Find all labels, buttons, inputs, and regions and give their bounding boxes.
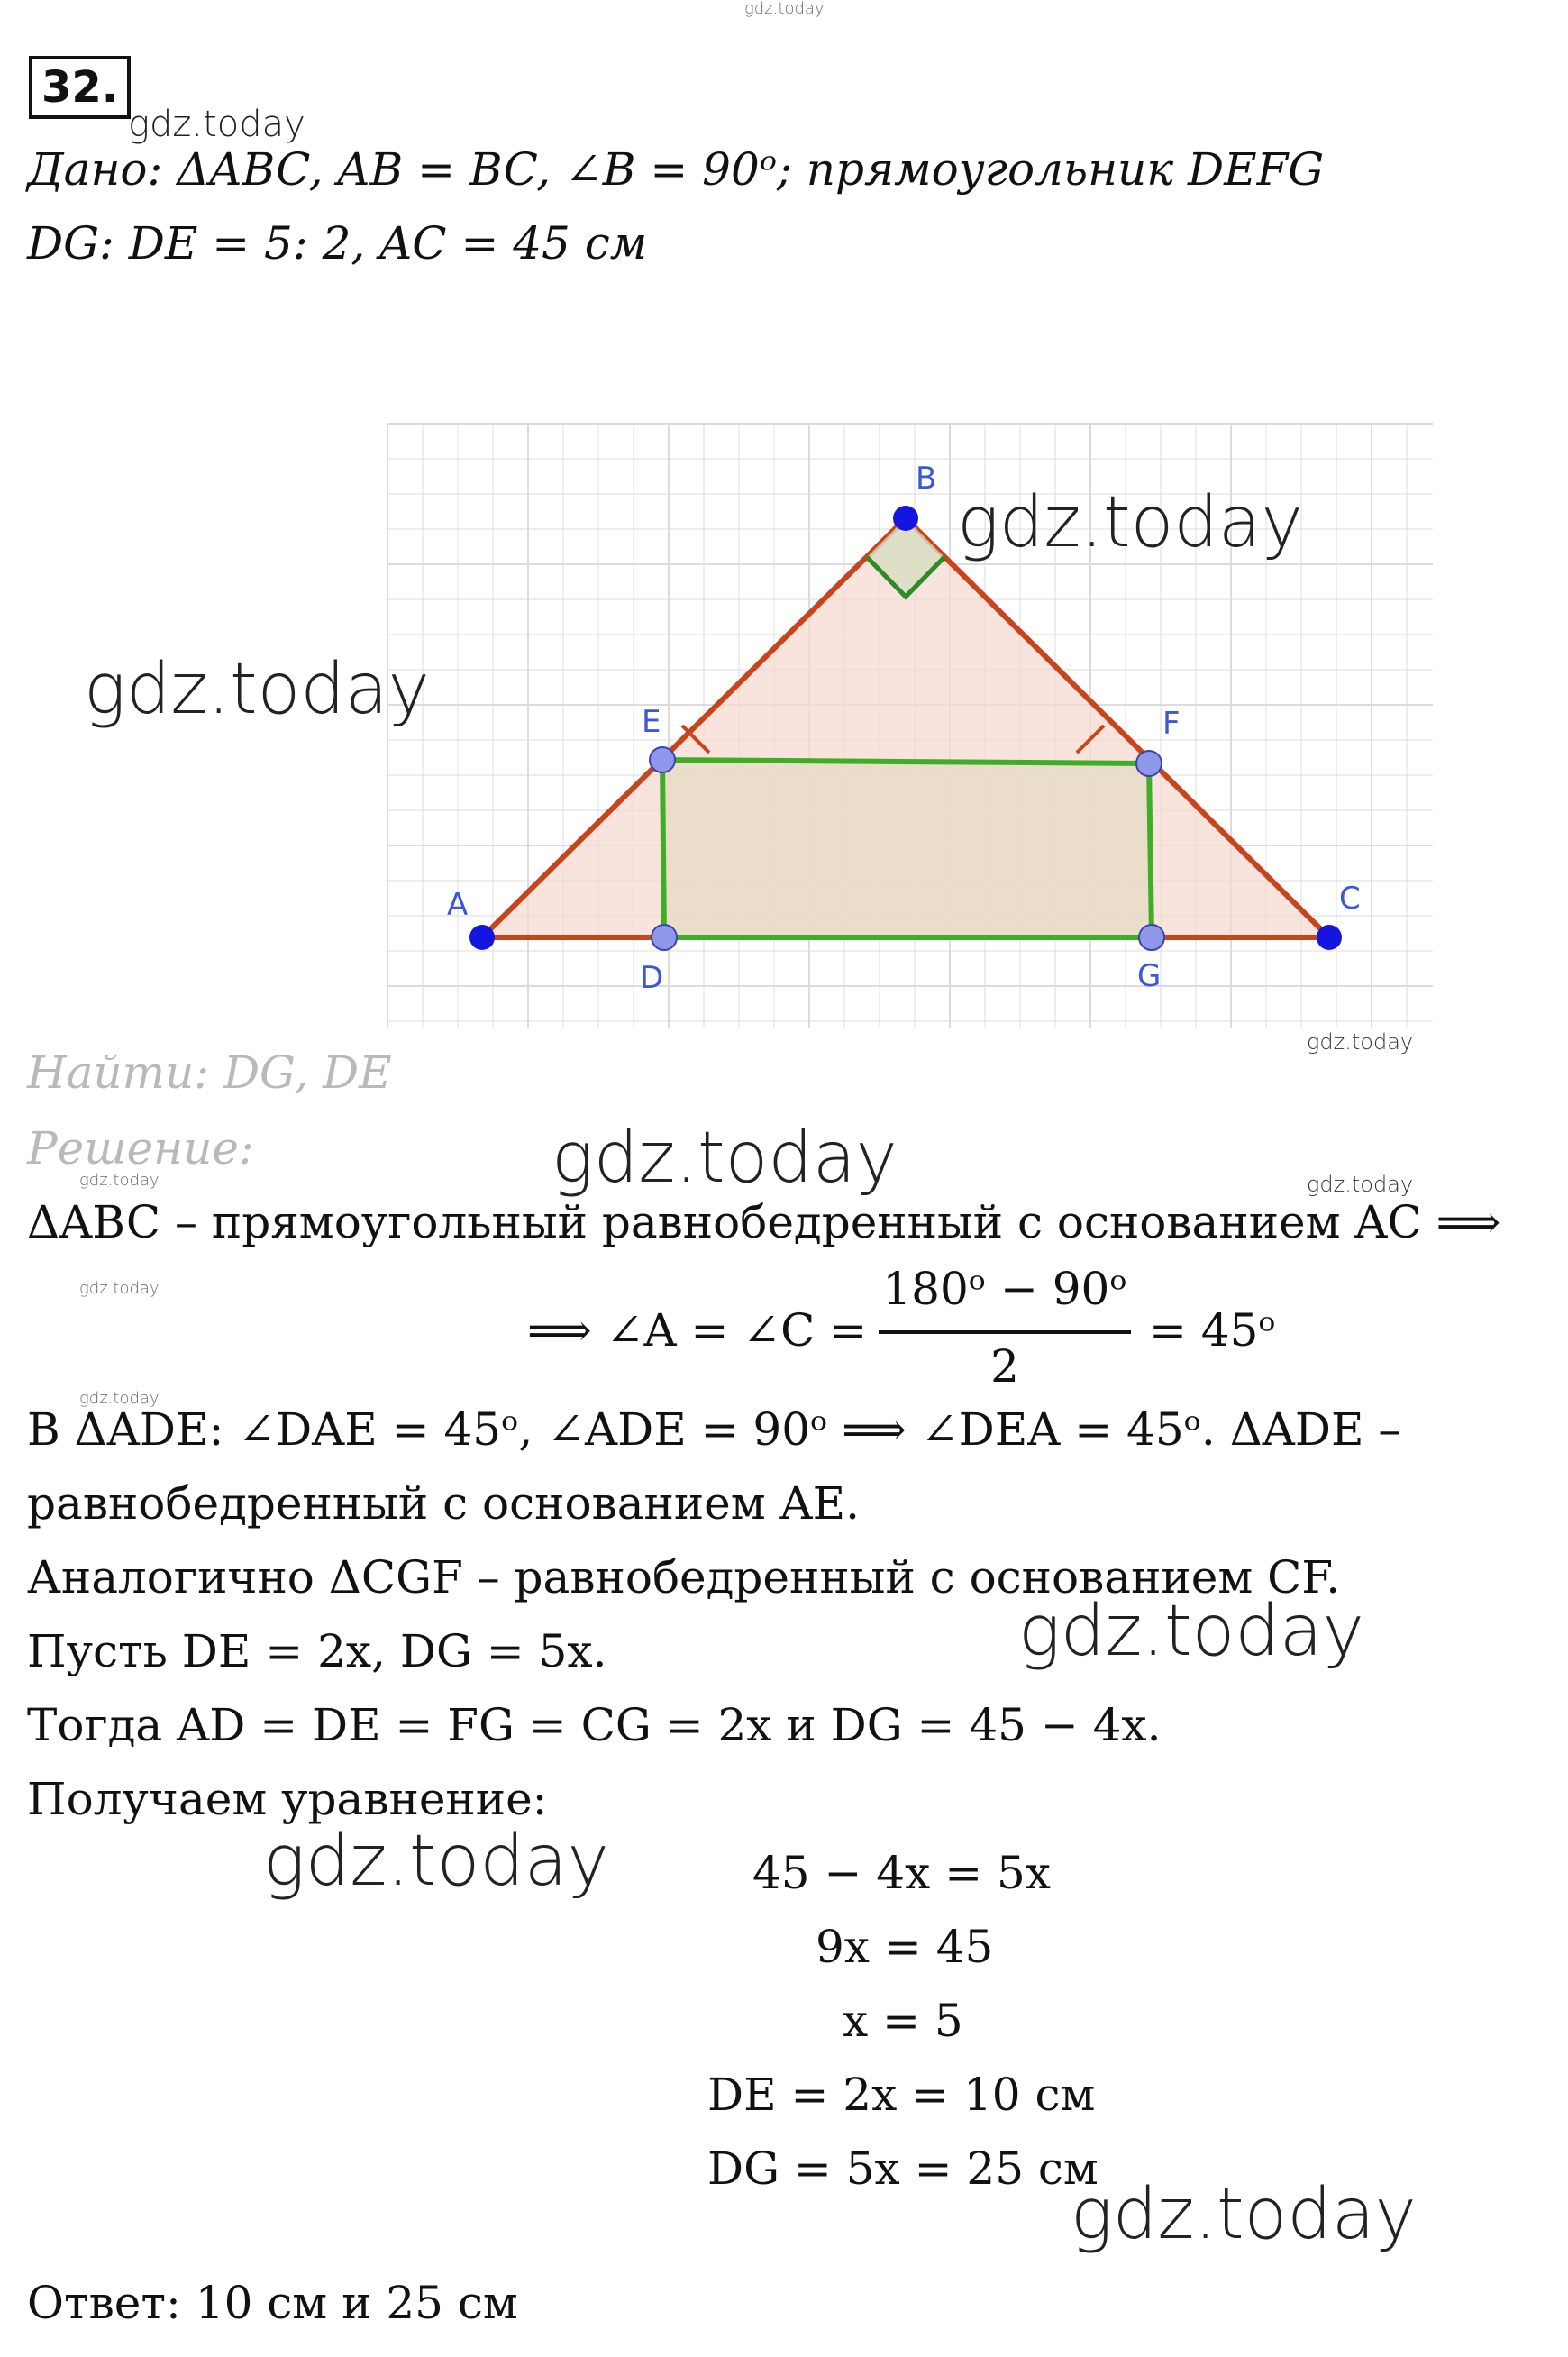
watermark-solution-1: gdz.today [552, 1118, 898, 1199]
solution-label: Решение: [27, 1122, 254, 1174]
label-g: G [1137, 958, 1162, 994]
label-b: B [916, 461, 937, 497]
watermark-diagram-2: gdz.today [84, 649, 430, 730]
label-e: E [642, 704, 661, 740]
equation-5: DG = 5x = 25 см [707, 2142, 1099, 2195]
given-line-2: DG: DE = 5: 2, AC = 45 см [27, 217, 648, 270]
point-f [1136, 751, 1162, 776]
fraction-denominator: 2 [990, 1340, 1019, 1393]
solution-line-2-left: ⟹ ∠A = ∠C = [527, 1304, 868, 1357]
solution-line-2-right: = 45ᵒ [1149, 1304, 1276, 1357]
watermark-solution-5: gdz.today [79, 1389, 160, 1408]
watermark-equation-1: gdz.today [263, 1821, 609, 1902]
point-e [650, 747, 675, 772]
fraction-bar [879, 1330, 1131, 1334]
rectangle-defg [662, 760, 1152, 937]
fraction-numerator: 180ᵒ − 90ᵒ [882, 1263, 1127, 1315]
point-c [1317, 925, 1342, 950]
solution-line-6: Пусть DE = 2x, DG = 5x. [27, 1625, 607, 1677]
point-b [893, 506, 918, 531]
header-watermark: gdz.today [744, 0, 825, 18]
watermark-diagram-3: gdz.today [1307, 1029, 1414, 1055]
solution-line-3: В ΔADE: ∠DAE = 45ᵒ, ∠ADE = 90ᵒ ⟹ ∠DEA = 45ᵒ. ΔADE – [27, 1403, 1401, 1456]
solution-line-5: Аналогично ΔCGF – равнобедренный с основанием CF. [27, 1551, 1341, 1603]
point-a [469, 925, 495, 950]
watermark-solution-4: gdz.today [79, 1279, 160, 1298]
label-a: A [447, 887, 469, 923]
answer-line: Ответ: 10 см и 25 см [27, 2277, 518, 2329]
solution-line-8: Получаем уравнение: [27, 1773, 548, 1825]
point-g [1139, 925, 1164, 950]
given-line-1: Дано: ΔABC, AB = BC, ∠B = 90ᵒ; прямоугольник DEFG [27, 143, 1325, 196]
equation-1: 45 − 4x = 5x [752, 1847, 1052, 1899]
point-d [652, 925, 677, 950]
equation-4: DE = 2x = 10 см [707, 2069, 1096, 2121]
label-d: D [640, 960, 664, 996]
solution-line-4: равнобедренный с основанием AE. [27, 1477, 861, 1530]
watermark-solution-3: gdz.today [79, 1171, 160, 1190]
equation-3: x = 5 [843, 1995, 963, 2047]
watermark-diagram-1: gdz.today [957, 482, 1303, 563]
watermark-small: gdz.today [128, 104, 305, 145]
solution-line-7: Тогда AD = DE = FG = CG = 2x и DG = 45 − 4x. [27, 1699, 1162, 1751]
problem-number: 32. [29, 56, 131, 119]
watermark-equation-2: gdz.today [1071, 2174, 1417, 2255]
find-line: Найти: DG, DE [27, 1046, 392, 1099]
label-c: C [1339, 881, 1361, 917]
label-f: F [1162, 706, 1181, 742]
equation-2: 9x = 45 [816, 1921, 994, 1973]
watermark-solution-2: gdz.today [1307, 1172, 1414, 1197]
watermark-solution-6: gdz.today [1018, 1591, 1364, 1672]
solution-line-1: ΔABC – прямоугольный равнобедренный с основанием AC ⟹ [27, 1196, 1501, 1248]
